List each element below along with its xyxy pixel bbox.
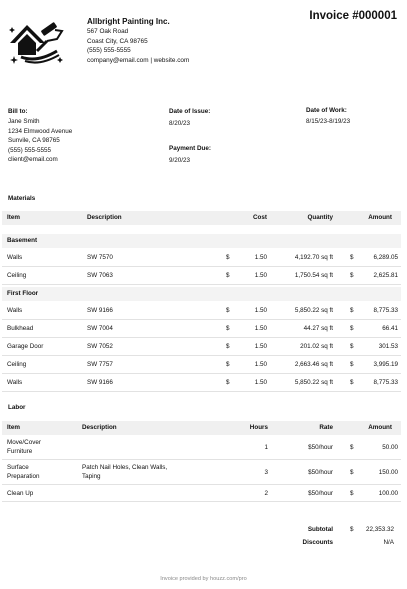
row-amount: 8,775.33 xyxy=(373,379,398,386)
table-row xyxy=(2,338,401,356)
row-item: Garage Door xyxy=(7,343,44,350)
table-row xyxy=(2,435,401,460)
row-item: Walls xyxy=(7,307,23,314)
row-amount-currency: $ xyxy=(350,469,354,476)
materials-table xyxy=(2,211,401,392)
row-amount: 66.41 xyxy=(382,325,398,332)
bill-to-label: Bill to: xyxy=(8,108,28,115)
row-description xyxy=(82,464,167,481)
discounts-value: N/A xyxy=(383,539,394,546)
row-amount-currency: $ xyxy=(350,490,354,497)
date-of-work-label: Date of Work: xyxy=(306,107,347,114)
row-item: Ceiling xyxy=(7,361,27,368)
row-item: Walls xyxy=(7,379,23,386)
row-amount-currency: $ xyxy=(350,379,354,386)
col-header-rate: Rate xyxy=(319,424,333,431)
row-amount: 100.00 xyxy=(378,490,398,497)
row-amount-currency: $ xyxy=(350,307,354,314)
row-cost-currency: $ xyxy=(226,325,230,332)
client-address-line-1: 1234 Elmwood Avenue xyxy=(8,127,73,135)
row-amount: 3,995.19 xyxy=(373,361,398,368)
row-quantity: 5,850.22 sq ft xyxy=(294,307,333,314)
row-amount-currency: $ xyxy=(350,361,354,368)
row-cost: 1.50 xyxy=(254,307,267,314)
table-row xyxy=(2,320,401,338)
company-address-line-1: 567 Oak Road xyxy=(87,28,129,35)
row-amount: 150.00 xyxy=(378,469,398,476)
row-cost-currency: $ xyxy=(226,254,230,261)
client-phone: (555) 555-5555 xyxy=(8,146,52,154)
table-row xyxy=(2,374,401,392)
labor-section-title: Labor xyxy=(8,404,26,411)
row-amount: 8,775.33 xyxy=(373,307,398,314)
row-hours: 2 xyxy=(264,490,268,497)
company-logo xyxy=(7,17,67,67)
row-description: SW 7004 xyxy=(87,325,113,332)
row-item: Clean Up xyxy=(7,490,34,497)
materials-section-title: Materials xyxy=(8,195,36,202)
table-row xyxy=(2,302,401,320)
row-hours: 1 xyxy=(264,444,268,451)
labor-header-row xyxy=(2,421,401,435)
payment-due-label: Payment Due: xyxy=(169,145,211,152)
company-name: Allbright Painting Inc. xyxy=(87,17,170,26)
row-description: SW 7052 xyxy=(87,343,113,350)
row-cost: 1.50 xyxy=(254,254,267,261)
row-amount: 50.00 xyxy=(382,444,398,451)
row-item-line-2: Furniture xyxy=(7,447,33,455)
row-description: SW 7757 xyxy=(87,361,113,368)
row-quantity: 2,663.46 sq ft xyxy=(294,361,333,368)
row-description: SW 9166 xyxy=(87,307,113,314)
invoice-title: Invoice #000001 xyxy=(309,10,397,22)
row-item xyxy=(7,464,40,481)
labor-table xyxy=(2,421,401,502)
row-amount: 6,289.05 xyxy=(373,254,398,261)
row-description: SW 7570 xyxy=(87,254,113,261)
row-rate: $50/hour xyxy=(308,444,333,451)
company-phone: (555) 555-5555 xyxy=(87,47,131,54)
row-amount-currency: $ xyxy=(350,254,354,261)
subtotal-currency: $ xyxy=(350,526,354,533)
group-name: Basement xyxy=(7,237,38,244)
row-cost: 1.50 xyxy=(254,272,267,279)
group-header-first-floor xyxy=(2,287,401,301)
row-quantity: 5,850.22 sq ft xyxy=(294,379,333,386)
row-cost: 1.50 xyxy=(254,343,267,350)
row-item: Bulkhead xyxy=(7,325,34,332)
row-description: SW 9166 xyxy=(87,379,113,386)
date-of-issue-value: 8/20/23 xyxy=(169,120,191,127)
company-contact: company@email.com | website.com xyxy=(87,56,190,64)
col-header-description: Description xyxy=(82,424,117,431)
row-description-line-2: Taping xyxy=(82,472,101,480)
date-of-work-value: 8/15/23-8/19/23 xyxy=(306,118,351,125)
row-amount: 301.53 xyxy=(378,343,398,350)
bill-to-block xyxy=(8,108,72,165)
date-of-issue-label: Date of Issue: xyxy=(169,108,211,115)
col-header-quantity: Quantity xyxy=(307,214,333,221)
group-name: First Floor xyxy=(7,290,39,297)
col-header-item: Item xyxy=(7,214,20,221)
client-email: client@email.com xyxy=(8,156,58,163)
footer-attribution: Invoice provided by houzz.com/pro xyxy=(160,576,247,582)
row-amount: 2,625.81 xyxy=(373,272,398,279)
row-quantity: 201.02 sq ft xyxy=(300,343,333,350)
subtotal-label: Subtotal xyxy=(307,526,333,533)
row-item-line-1: Surface xyxy=(7,464,29,471)
row-description-line-1: Patch Nail Holes, Clean Walls, xyxy=(82,464,168,471)
col-header-amount: Amount xyxy=(368,214,392,221)
row-quantity: 1,750.54 sq ft xyxy=(294,272,333,279)
table-row xyxy=(2,460,401,485)
group-header-basement xyxy=(2,234,401,248)
row-amount-currency: $ xyxy=(350,325,354,332)
row-item: Ceiling xyxy=(7,272,27,279)
table-row xyxy=(2,267,401,285)
col-header-amount: Amount xyxy=(368,424,392,431)
col-header-cost: Cost xyxy=(253,214,267,221)
row-quantity: 4,192.70 sq ft xyxy=(294,254,333,261)
row-hours: 3 xyxy=(264,469,268,476)
row-description: SW 7063 xyxy=(87,272,113,279)
company-address xyxy=(87,27,189,65)
row-rate: $50/hour xyxy=(308,490,333,497)
row-rate: $50/hour xyxy=(308,469,333,476)
row-amount-currency: $ xyxy=(350,343,354,350)
table-row xyxy=(2,356,401,374)
col-header-hours: Hours xyxy=(249,424,268,431)
client-address-line-2: Sunvile, CA 98765 xyxy=(8,137,60,144)
row-cost-currency: $ xyxy=(226,343,230,350)
row-cost: 1.50 xyxy=(254,379,267,386)
row-cost-currency: $ xyxy=(226,379,230,386)
company-address-line-2: Coast City, CA 98765 xyxy=(87,37,148,45)
row-item xyxy=(7,439,41,456)
row-cost: 1.50 xyxy=(254,325,267,332)
row-item-line-1: Move/Cover xyxy=(7,439,41,446)
row-cost-currency: $ xyxy=(226,361,230,368)
paint-roller-house-icon xyxy=(7,17,67,67)
row-cost: 1.50 xyxy=(254,361,267,368)
row-item-line-2: Preparation xyxy=(7,472,40,480)
col-header-item: Item xyxy=(7,424,20,431)
table-row xyxy=(2,485,401,502)
row-amount-currency: $ xyxy=(350,444,354,451)
row-item: Walls xyxy=(7,254,23,261)
client-name: Jane Smith xyxy=(8,118,40,125)
row-cost-currency: $ xyxy=(226,272,230,279)
payment-due-value: 9/20/23 xyxy=(169,157,191,164)
row-cost-currency: $ xyxy=(226,307,230,314)
subtotal-value: 22,353.32 xyxy=(365,526,394,533)
table-row xyxy=(2,249,401,267)
row-amount-currency: $ xyxy=(350,272,354,279)
discounts-label: Discounts xyxy=(302,539,333,546)
row-quantity: 44.27 sq ft xyxy=(303,325,333,332)
col-header-description: Description xyxy=(87,214,122,221)
materials-header-row xyxy=(2,211,401,225)
